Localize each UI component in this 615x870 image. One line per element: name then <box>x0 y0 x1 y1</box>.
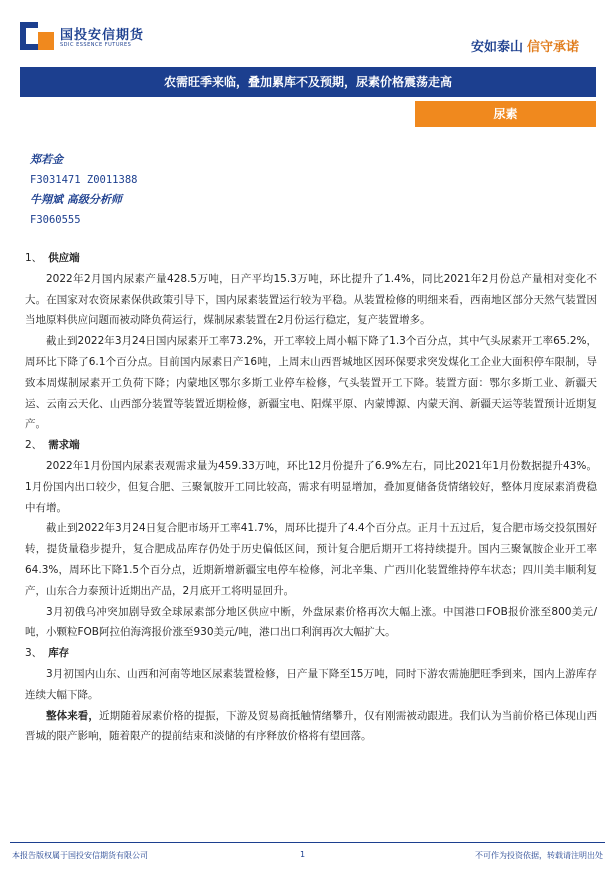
author-name: 牛翔斌 高级分析师 <box>30 193 122 206</box>
company-name-cn: 国投安信期货 <box>60 28 145 43</box>
paragraph: 2022年1月份国内尿素表观需求量为459.33万吨，环比12月份提升了6.9%左右，同比2021年1月份数据提升43%。1月份国内出口较少，但复合肥、三聚氰胺开工同比较高，需求有明显增加，叠加夏储备货情绪较好，整体月度尿素消费稳中有增。 <box>25 459 597 514</box>
paragraph: 3月初国内山东、山西和河南等地区尿素装置检修，日产量下降至15万吨，同时下游农需施肥旺季到来，国内上游库存连续大幅下降。 <box>25 667 597 701</box>
commodity-tag: 尿素 <box>415 101 596 127</box>
report-body <box>25 248 597 747</box>
company-name-en: SDIC ESSENCE FUTURES <box>60 42 132 48</box>
copyright-notice: 本报告版权属于国投安信期货有限公司 <box>12 851 148 860</box>
paragraph: 2022年2月国内尿素产量428.5万吨，日产平均15.3万吨，环比提升了1.4%，同比2021年2月份总产量相对变化不大。在国家对农资尿素保供政策引导下，国内尿素装置运行较为平稳。从装置检修的明细来看，西南地区部分天然气装置因当地原料供应问题而被动降负荷运行，煤制尿素装置在2月份运行稳定，复产装置增多。 <box>25 272 597 327</box>
author-cert: F3031471 Z0011388 <box>30 174 138 186</box>
paragraph: 截止到2022年3月24日国内尿素开工率73.2%，开工率较上周小幅下降了1.3个百分点，其中气头尿素开工率65.2%，周环比下降了6.1个百分点。目前国内尿素日产16吨，上周末山西晋城地区因环保要求突发煤化工企业大面积停车限制，导致本周煤制尿素开工负荷下降；内蒙地区鄂尔多斯工业停车检修，气头装置开工下降。装置方面：鄂尔多斯工业、新疆天运、云南云天化、山西部分装置等装置近期检修，新疆宝电、阳煤平原、内蒙博源、内蒙天润、新疆天运等装置预计近期复产。 <box>25 335 597 431</box>
page-number: 1 <box>300 850 306 859</box>
section-heading-inventory: 3、 库存 <box>25 647 70 660</box>
slogan-part2: 信守承诺 <box>526 40 579 55</box>
summary-text: 近期随着尿素价格的提振，下游及贸易商抵触情绪攀升，仅有刚需被动跟进。我们认为当前价格已体现山西晋城的限产影响，随着限产的提前结束和淡储的有序释放价格将有望回落。 <box>25 709 598 743</box>
report-title: 农需旺季来临，叠加累库不及预期，尿素价格震荡走高 <box>20 67 596 97</box>
paragraph: 截止到2022年3月24日复合肥市场开工率41.7%，周环比提升了4.4个百分点。正月十五过后，复合肥市场交投氛围好转，提货量稳步提升，复合肥成品库存仍处于历史偏低区间，预计复合肥后期开工将持续提升。国内三聚氰胺企业开工率64.3%，周环比下降1.5个百分点，近期新增新疆宝电停车检修，河北辛集、广西川化装置维持停车状态；四川美丰顺利复产，山东合力泰预计近期出产品，2月底开工将明显回升。 <box>25 522 597 597</box>
disclaimer: 不可作为投资依据，转载请注明出处 <box>475 851 603 860</box>
page-header <box>0 0 615 66</box>
slogan <box>471 36 579 55</box>
author-cert: F3060555 <box>30 214 81 226</box>
footer-divider <box>10 842 605 843</box>
company-logo-icon <box>20 22 54 50</box>
slogan-part1: 安如泰山 <box>470 40 523 55</box>
section-heading-supply: 1、 供应端 <box>25 252 80 264</box>
paragraph: 3月初俄乌冲突加剧导致全球尿素部分地区供应中断，外盘尿素价格再次大幅上涨。中国港口FOB报价涨至800美元/吨，小颗粒FOB阿拉伯海湾报价涨至930美元/吨，港口出口利润再次大幅扩大。 <box>25 605 597 639</box>
author-name: 郑若金 <box>30 153 63 166</box>
summary-paragraph <box>25 706 597 748</box>
summary-lead: 整体来看， <box>46 709 99 722</box>
author-block <box>30 150 137 230</box>
page-footer <box>0 842 615 870</box>
section-heading-demand: 2、 需求端 <box>25 439 80 452</box>
